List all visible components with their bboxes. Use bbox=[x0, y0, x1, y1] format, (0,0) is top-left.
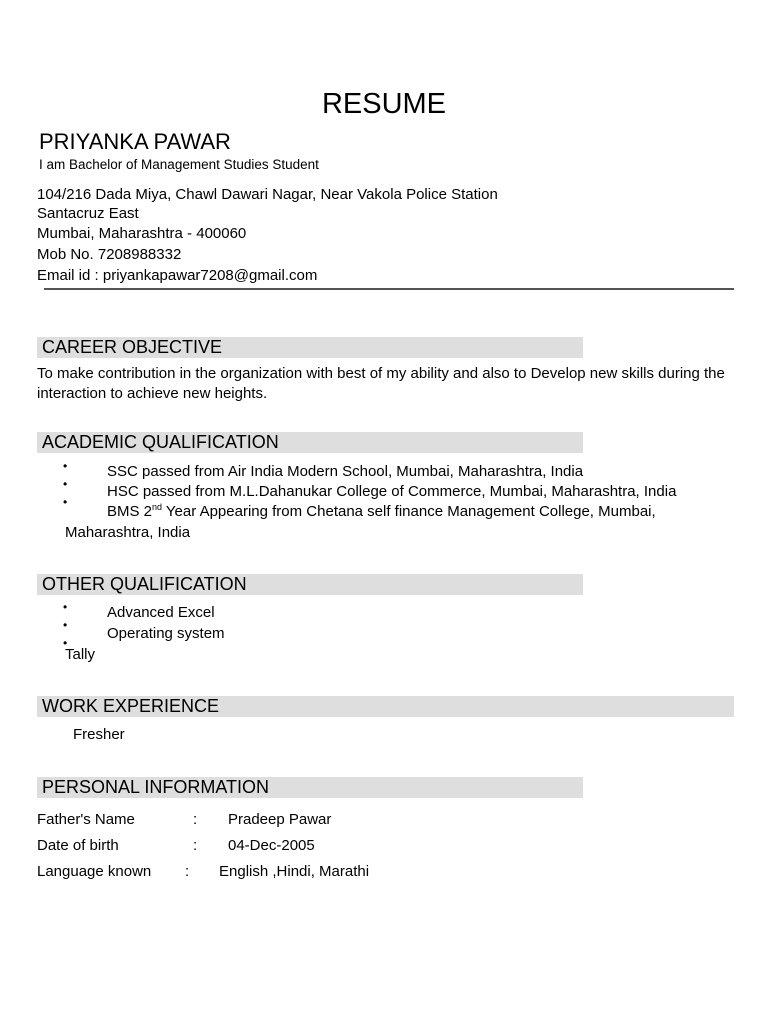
section-work-experience: WORK EXPERIENCE bbox=[37, 696, 734, 717]
personal-sep: : bbox=[185, 863, 190, 880]
personal-value-dob: 04-Dec-2005 bbox=[228, 837, 315, 854]
bullet-icon: • bbox=[63, 600, 68, 614]
personal-label-language: Language known bbox=[37, 863, 152, 880]
address-line-3: Mumbai, Maharashtra - 400060 bbox=[37, 225, 247, 242]
section-career-objective: CAREER OBJECTIVE bbox=[37, 337, 583, 358]
address-line-2: Santacruz East bbox=[37, 205, 139, 222]
personal-label-father: Father's Name bbox=[37, 811, 135, 828]
bms-rest: Year Appearing from Chetana self finance Management College, Mumbai, bbox=[162, 503, 656, 520]
academic-item-bms bbox=[107, 503, 656, 520]
academic-item-ssc: SSC passed from Air India Modern School, Mumbai, Maharashtra, India bbox=[107, 463, 584, 480]
work-experience-text: Fresher bbox=[73, 726, 125, 743]
career-objective-text: To make contribution in the organization with best of my ability and also to Develop new skills during the interaction to achieve new heights. bbox=[37, 365, 725, 402]
bullet-icon: • bbox=[63, 636, 68, 650]
personal-sep: : bbox=[193, 811, 198, 828]
bullet-icon: • bbox=[63, 459, 68, 473]
candidate-name: PRIYANKA PAWAR bbox=[39, 129, 231, 154]
personal-label-dob: Date of birth bbox=[37, 837, 119, 854]
personal-value-language: English ,Hindi, Marathi bbox=[219, 863, 370, 880]
bullet-icon: • bbox=[63, 618, 68, 632]
bullet-icon: • bbox=[63, 477, 68, 491]
other-item-tally: Tally bbox=[65, 646, 96, 663]
academic-item-bms-continued: Maharashtra, India bbox=[65, 524, 191, 541]
personal-sep: : bbox=[193, 837, 198, 854]
email-address: Email id : priyankapawar7208@gmail.com bbox=[37, 267, 318, 284]
bullet-icon: • bbox=[63, 495, 68, 509]
bms-superscript: nd bbox=[152, 502, 163, 512]
section-personal-information: PERSONAL INFORMATION bbox=[37, 777, 583, 798]
mobile-number: Mob No. 7208988332 bbox=[37, 246, 182, 263]
academic-item-hsc: HSC passed from M.L.Dahanukar College of Commerce, Mumbai, Maharashtra, India bbox=[107, 483, 677, 500]
address-line-1: 104/216 Dada Miya, Chawl Dawari Nagar, Near Vakola Police Station bbox=[37, 186, 498, 203]
bms-prefix: BMS 2 bbox=[107, 503, 153, 520]
personal-value-father: Pradeep Pawar bbox=[228, 811, 332, 828]
section-academic-qualification: ACADEMIC QUALIFICATION bbox=[37, 432, 583, 453]
candidate-tagline: I am Bachelor of Management Studies Student bbox=[39, 157, 319, 172]
header-divider bbox=[44, 288, 734, 290]
resume-title: RESUME bbox=[321, 88, 447, 120]
other-item-operating-system: Operating system bbox=[107, 625, 225, 642]
section-other-qualification: OTHER QUALIFICATION bbox=[37, 574, 583, 595]
other-item-excel: Advanced Excel bbox=[107, 604, 215, 621]
